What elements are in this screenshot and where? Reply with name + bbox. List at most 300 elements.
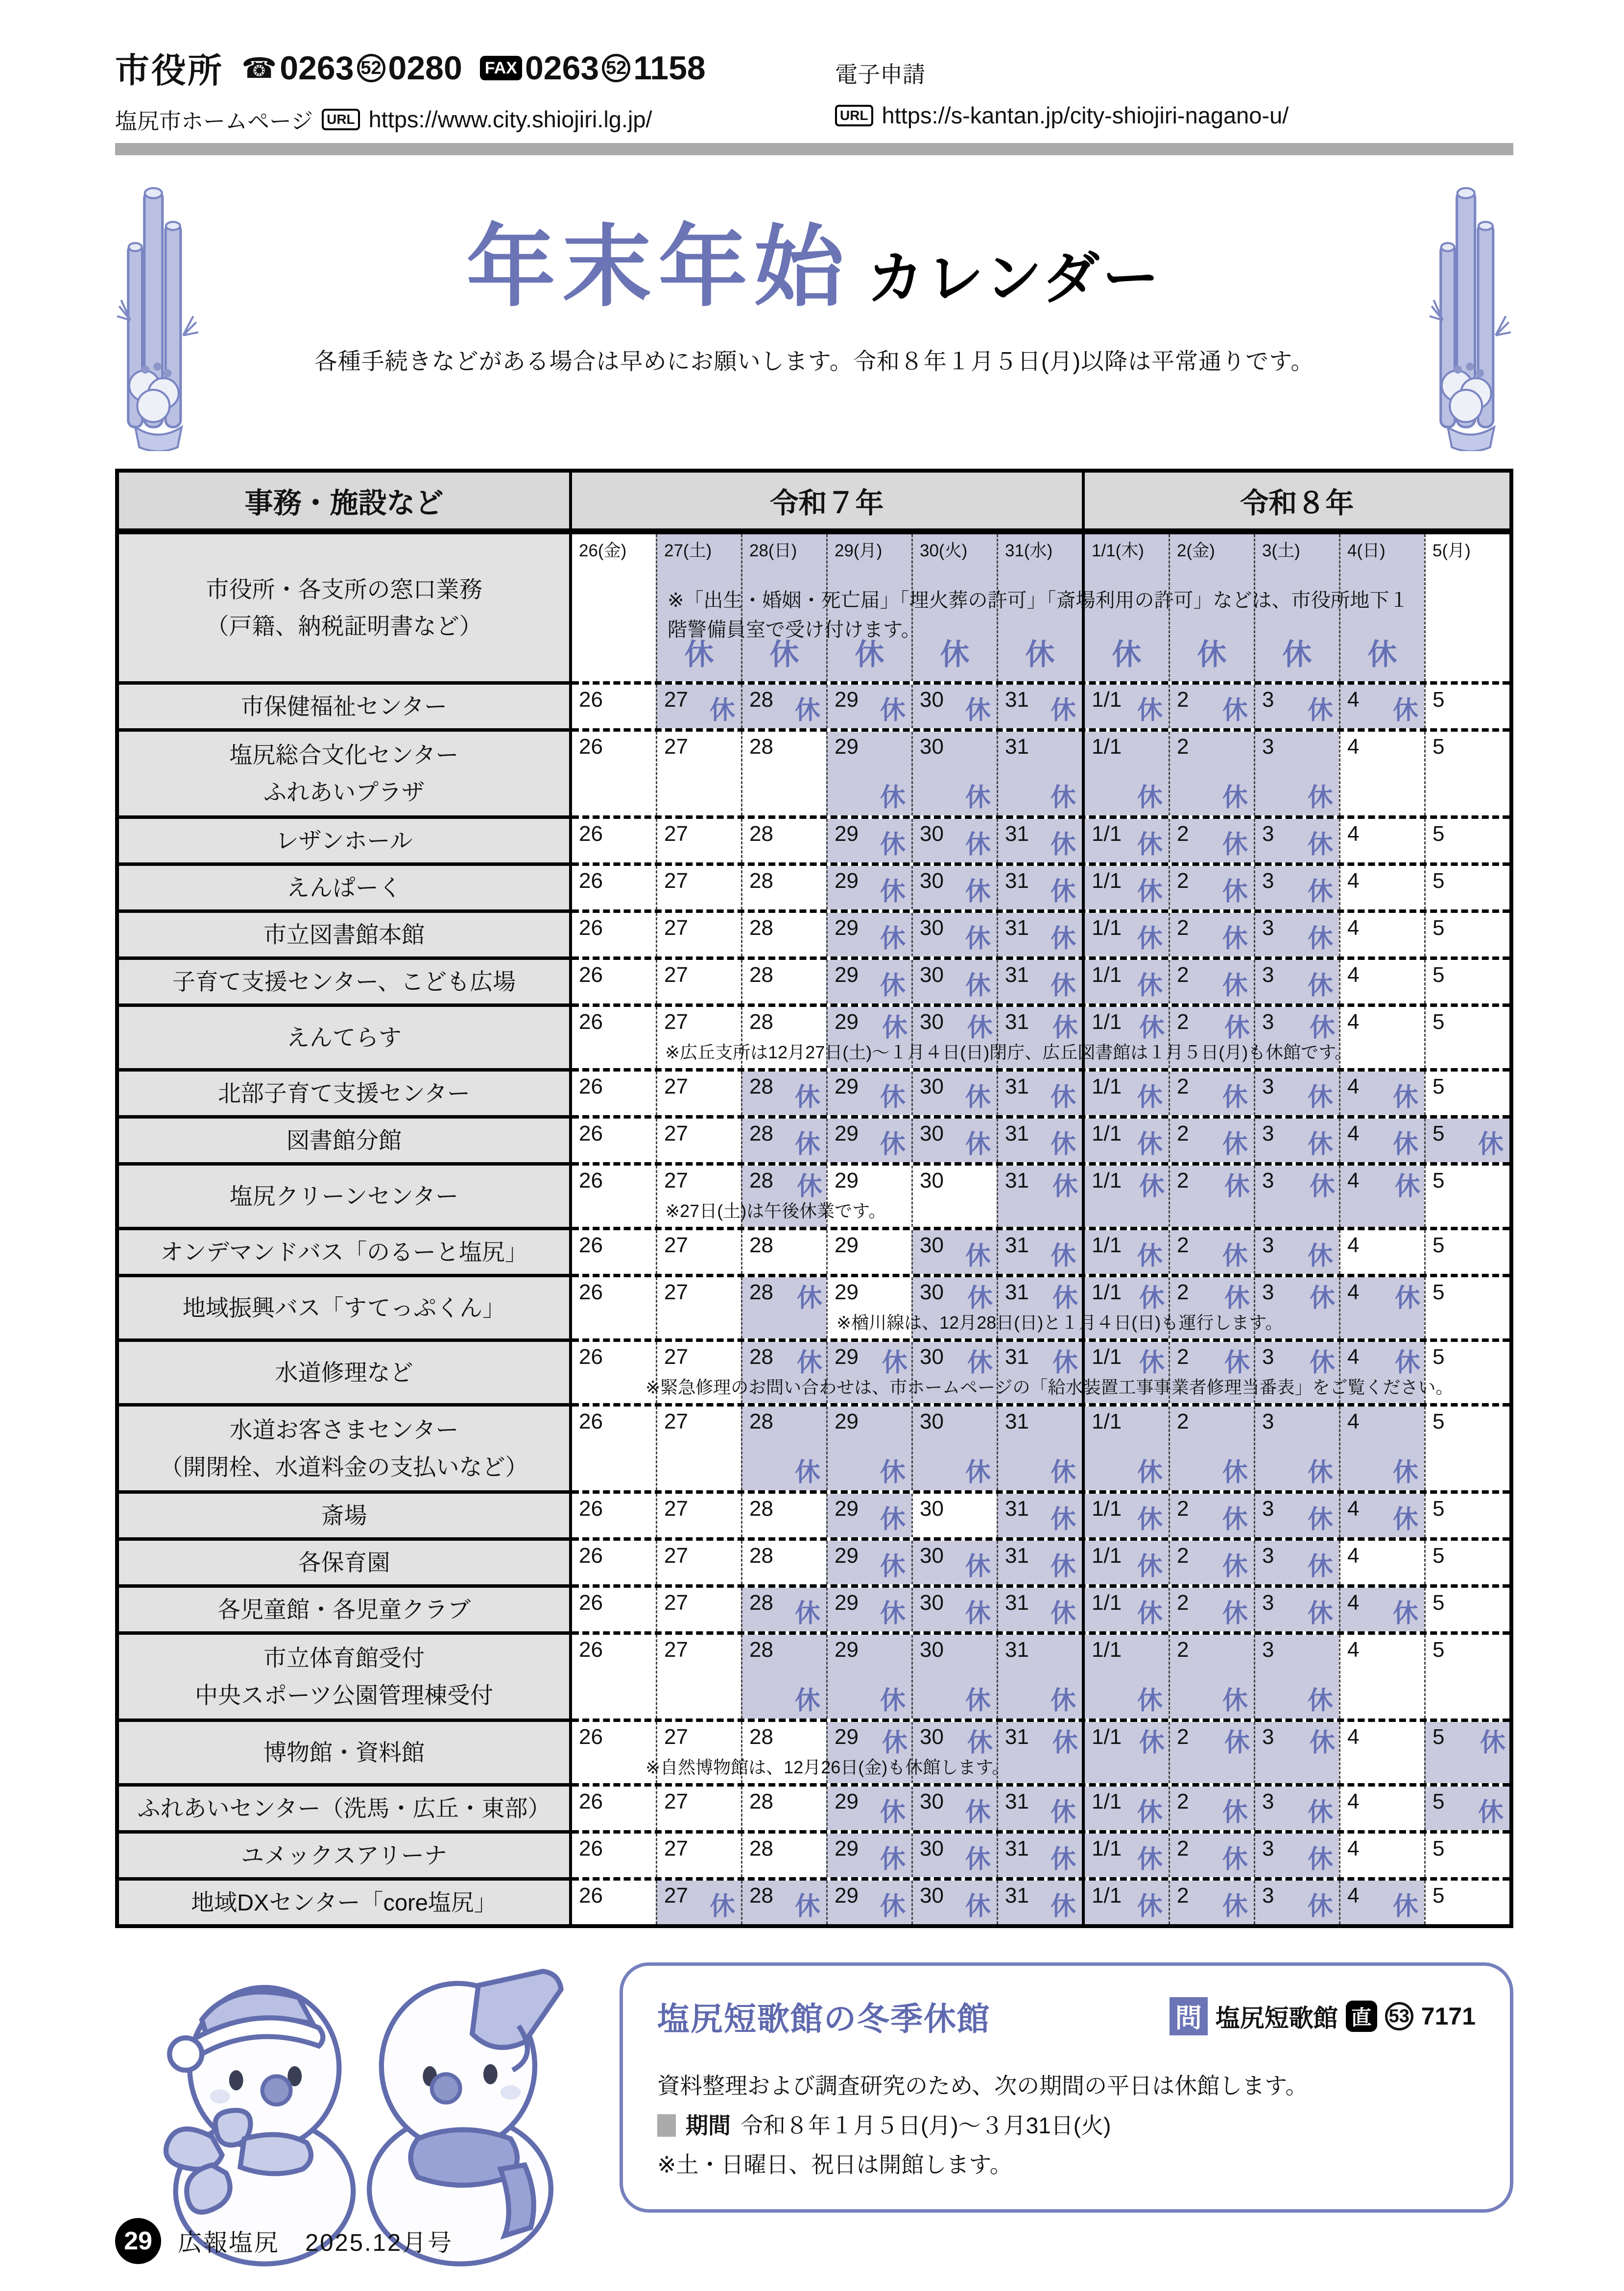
closed-mark: 休 (880, 1798, 906, 1827)
closed-mark: 休 (965, 1687, 991, 1715)
date-cell (826, 1494, 911, 1537)
date-cell (1424, 1834, 1509, 1877)
date-cell (997, 1407, 1082, 1490)
table-row (119, 1537, 1509, 1584)
date-label: 28 (749, 1010, 773, 1034)
date-label: 29 (835, 869, 859, 893)
date-cell (741, 1230, 826, 1274)
date-label: 5 (1433, 1544, 1445, 1568)
closed-mark: 休 (1392, 1458, 1418, 1487)
date-label: 26 (579, 1837, 603, 1861)
table-row (119, 534, 1509, 681)
date-cell (1082, 1881, 1169, 1924)
phone-number: ☎ 0263 52 0280 (241, 49, 462, 87)
closed-mark: 休 (880, 972, 906, 1000)
closed-mark: 休 (1050, 878, 1076, 906)
closed-mark: 休 (965, 1458, 991, 1487)
closed-mark: 休 (1050, 1552, 1076, 1581)
date-label: 27 (664, 1725, 688, 1749)
closed-mark: 休 (794, 1687, 820, 1715)
date-label: 4 (1347, 1074, 1360, 1098)
closed-mark: 休 (1137, 784, 1163, 812)
date-label: 31(水) (1005, 541, 1053, 560)
date-label: 3 (1262, 1074, 1274, 1098)
facility-name: 塩尻総合文化センター ふれあいプラザ (119, 728, 572, 815)
date-cell (1424, 1541, 1509, 1584)
table-row (119, 1584, 1509, 1631)
closed-mark: 休 (1139, 1349, 1165, 1377)
date-cell (1082, 1072, 1169, 1115)
date-label: 27 (664, 1280, 688, 1304)
date-label: 26 (579, 1122, 603, 1146)
date-label: 5 (1433, 1409, 1445, 1433)
date-cell (997, 1834, 1082, 1877)
date-cell (826, 1541, 911, 1584)
date-cell (1254, 913, 1339, 956)
title-lead: 各種手続きなどがある場合は早めにお願いします。令和８年１月５日(月)以降は平常通りです。 (314, 348, 1314, 374)
date-label: 1/1 (1092, 963, 1122, 987)
closed-mark: 休 (1222, 1892, 1248, 1921)
closed-mark: 休 (965, 1552, 991, 1581)
date-cell (911, 819, 997, 862)
date-label: 28 (749, 1280, 773, 1304)
date-label: 5 (1433, 735, 1445, 759)
date-label: 26 (579, 1497, 603, 1521)
date-label: 27 (664, 1790, 688, 1814)
table-row (119, 1403, 1509, 1490)
closed-mark: 休 (1307, 1798, 1333, 1827)
closed-mark: 休 (1307, 784, 1333, 812)
date-cell (997, 913, 1082, 956)
col-header-facility: 事務・施設など (119, 473, 572, 528)
date-label: 31 (1005, 735, 1029, 759)
closed-mark: 休 (1050, 1458, 1076, 1487)
date-label: 3 (1262, 1497, 1274, 1521)
facility-name: 博物館・資料館 (119, 1718, 572, 1783)
closed-mark: 休 (1222, 1552, 1248, 1581)
date-label: 30(火) (920, 541, 968, 560)
date-cell (741, 1119, 826, 1162)
date-cell (1339, 913, 1424, 956)
date-cell (997, 866, 1082, 909)
date-cell (911, 1787, 997, 1830)
date-label: 30 (920, 1790, 944, 1814)
fax-number: FAX 0263 52 1158 (480, 49, 706, 87)
closed-mark: 休 (1307, 1505, 1333, 1534)
date-cell (656, 1787, 741, 1830)
date-label: 4 (1347, 1497, 1360, 1521)
date-cell (826, 819, 911, 862)
date-label: 31 (1005, 1345, 1029, 1369)
closed-mark: 休 (965, 831, 991, 859)
date-label: 1/1 (1092, 869, 1122, 893)
closed-mark: 休 (965, 925, 991, 953)
date-cell (1082, 819, 1169, 862)
date-cell (741, 1588, 826, 1631)
closed-mark: 休 (1050, 696, 1076, 725)
inquiry-icon: 問 (1170, 1997, 1208, 2035)
date-cell (1082, 1541, 1169, 1584)
date-label: 5 (1433, 1169, 1445, 1193)
date-label: 4(日) (1347, 541, 1385, 560)
date-label: 28 (749, 1591, 773, 1615)
closed-mark: 休 (1222, 1083, 1248, 1112)
date-cell (1254, 1407, 1339, 1490)
date-label: 30 (920, 1884, 944, 1908)
date-label: 30 (920, 1409, 944, 1433)
date-label: 1/1 (1092, 1169, 1122, 1193)
date-cell (656, 1834, 741, 1877)
closed-mark: 休 (882, 1349, 908, 1377)
date-cell (1254, 1635, 1339, 1718)
date-label: 2(金) (1177, 541, 1215, 560)
date-label: 29 (835, 1074, 859, 1098)
closed-mark: 休 (1050, 925, 1076, 953)
date-cell (572, 1722, 656, 1783)
date-cell (911, 960, 997, 1003)
period-label: 期間 (686, 2112, 731, 2138)
closed-mark: 休 (1050, 831, 1076, 859)
closed-mark: 休 (794, 1083, 820, 1112)
date-cell (1339, 1881, 1424, 1924)
date-label: 28 (749, 1544, 773, 1568)
date-cell (1169, 1230, 1254, 1274)
table-row (119, 681, 1509, 728)
date-cell (1339, 819, 1424, 862)
homepage-url[interactable]: https://www.city.shiojiri.lg.jp/ (368, 106, 652, 132)
e-apply-url[interactable]: https://s-kantan.jp/city-shiojiri-nagano-u/ (882, 102, 1289, 128)
table-row (119, 1274, 1509, 1338)
closed-mark: 休 (965, 878, 991, 906)
closed-mark: 休 (1392, 1505, 1418, 1534)
closed-mark: 休 (1137, 1798, 1163, 1827)
homepage-label: 塩尻市ホームページ (115, 109, 313, 134)
row-note: ※自然博物館は、12月26日(金)も休館します。 (645, 1757, 1010, 1777)
date-cell (826, 1834, 911, 1877)
closed-mark: 休 (1478, 1798, 1504, 1827)
closed-mark: 休 (1222, 972, 1248, 1000)
closed-mark: 休 (880, 1892, 906, 1921)
closed-mark: 休 (1307, 1083, 1333, 1112)
closed-mark: 休 (1052, 1014, 1078, 1042)
date-cell (1082, 1230, 1169, 1274)
date-label: 2 (1177, 1591, 1189, 1615)
date-label: 28 (749, 1837, 773, 1861)
date-cell (741, 866, 826, 909)
date-label: 5 (1433, 869, 1445, 893)
date-cell (656, 1230, 741, 1274)
date-cell (1169, 913, 1254, 956)
office-label: 市役所 (115, 51, 224, 90)
date-cell (826, 1881, 911, 1924)
date-cell (826, 1119, 911, 1162)
date-label: 1/1 (1092, 1010, 1122, 1034)
date-cell (741, 913, 826, 956)
date-label: 28 (749, 1409, 773, 1433)
date-label: 3 (1262, 1725, 1274, 1749)
date-label: 26(金) (579, 541, 627, 560)
date-label: 3 (1262, 1544, 1274, 1568)
date-cell (997, 819, 1082, 862)
facility-name: 水道お客さまセンター （開閉栓、水道料金の支払いなど） (119, 1403, 572, 1490)
closed-mark: 休 (1222, 784, 1248, 812)
date-label: 2 (1177, 1122, 1189, 1146)
circled-exchange: 52 (602, 54, 630, 82)
date-label: 2 (1177, 1345, 1189, 1369)
closed-mark: 休 (1392, 696, 1418, 725)
date-label: 1/1 (1092, 1233, 1122, 1257)
date-cell (656, 960, 741, 1003)
date-label: 31 (1005, 1638, 1029, 1662)
date-cell (572, 819, 656, 862)
date-label: 31 (1005, 1725, 1029, 1749)
closed-mark: 休 (1197, 638, 1227, 671)
date-cell (1169, 1119, 1254, 1162)
closed-mark: 休 (880, 831, 906, 859)
date-label: 2 (1177, 1233, 1189, 1257)
circled-exchange: 53 (1385, 2002, 1413, 2030)
date-cell (1339, 1407, 1424, 1490)
date-label: 30 (920, 1497, 944, 1521)
date-cell (1424, 1119, 1509, 1162)
closed-mark: 休 (1222, 1505, 1248, 1534)
closed-mark: 休 (1307, 1599, 1333, 1628)
closed-mark: 休 (1307, 696, 1333, 725)
date-cell (1424, 960, 1509, 1003)
closed-mark: 休 (1052, 1729, 1078, 1757)
date-label: 30 (920, 1591, 944, 1615)
date-label: 31 (1005, 1884, 1029, 1908)
date-cell (656, 1407, 741, 1490)
closed-mark: 休 (1052, 1349, 1078, 1377)
closed-mark: 休 (1137, 1599, 1163, 1628)
date-label: 2 (1177, 1169, 1189, 1193)
date-label: 27 (664, 735, 688, 759)
date-label: 26 (579, 1074, 603, 1098)
closed-mark: 休 (880, 1845, 906, 1874)
date-cell (1254, 1230, 1339, 1274)
date-cell (1254, 1494, 1339, 1537)
fax-icon: FAX (480, 56, 522, 80)
closed-mark: 休 (1137, 1242, 1163, 1270)
closed-mark: 休 (1137, 972, 1163, 1000)
closed-mark: 休 (709, 696, 735, 725)
date-label: 5 (1433, 1010, 1445, 1034)
date-cell (1339, 1541, 1424, 1584)
date-label: 27 (664, 1497, 688, 1521)
date-cell (997, 1072, 1082, 1115)
date-label: 29 (835, 735, 859, 759)
closed-mark: 休 (1480, 1729, 1505, 1757)
url-icon: URL (322, 109, 360, 130)
notice-title: 塩尻短歌館の冬季休館 (657, 2001, 990, 2037)
date-label: 26 (579, 1884, 603, 1908)
facility-name: 水道修理など (119, 1338, 572, 1403)
date-cell (1339, 1230, 1424, 1274)
closed-mark: 休 (1394, 1284, 1420, 1313)
date-cell (997, 1588, 1082, 1631)
issue-label: 2025.12月号 (305, 2230, 454, 2256)
closed-mark: 休 (1307, 1687, 1333, 1715)
date-label: 29 (835, 1837, 859, 1861)
closed-mark: 休 (1222, 1845, 1248, 1874)
date-cell (656, 913, 741, 956)
date-cell (1339, 866, 1424, 909)
notice-note: ※土・日曜日、祝日は開館します。 (657, 2152, 1012, 2177)
url-icon: URL (835, 105, 873, 126)
date-label: 29 (835, 1544, 859, 1568)
table-row (119, 909, 1509, 956)
date-cell (1169, 1541, 1254, 1584)
date-label: 31 (1005, 1837, 1029, 1861)
date-cell (572, 1166, 656, 1227)
date-cell (572, 1834, 656, 1877)
page-footer (115, 2218, 453, 2264)
facility-name: 市役所・各支所の窓口業務 （戸籍、納税証明書など） (119, 534, 572, 681)
date-label: 2 (1177, 1544, 1189, 1568)
closed-mark: 休 (794, 1892, 820, 1921)
date-label: 27 (664, 1074, 688, 1098)
closed-mark: 休 (965, 972, 991, 1000)
facility-name: レザンホール (119, 815, 572, 862)
closed-mark: 休 (1137, 1892, 1163, 1921)
date-cell (741, 1635, 826, 1718)
date-label: 26 (579, 963, 603, 987)
date-cell (572, 1787, 656, 1830)
date-label: 3 (1262, 1169, 1274, 1193)
facility-name: 図書館分館 (119, 1115, 572, 1162)
date-cell (741, 960, 826, 1003)
date-cell (1424, 1072, 1509, 1115)
date-label: 27 (664, 963, 688, 987)
closed-mark: 休 (965, 1242, 991, 1270)
date-label: 26 (579, 1345, 603, 1369)
date-label: 30 (920, 1725, 944, 1749)
date-cell (1254, 1541, 1339, 1584)
date-cell (572, 1881, 656, 1924)
date-label: 28 (749, 1790, 773, 1814)
date-cell (826, 1230, 911, 1274)
date-label: 4 (1347, 1409, 1360, 1433)
date-cell (1339, 1072, 1424, 1115)
date-label: 2 (1177, 963, 1189, 987)
date-label: 5 (1433, 1497, 1445, 1521)
date-label: 28 (749, 916, 773, 940)
closed-mark: 休 (965, 1892, 991, 1921)
col-header-year7: 令和７年 (572, 473, 1085, 528)
table-row (119, 1068, 1509, 1115)
date-label: 4 (1347, 688, 1360, 712)
date-label: 26 (579, 869, 603, 893)
date-label: 1/1 (1092, 1074, 1122, 1098)
closed-mark: 休 (940, 638, 970, 671)
date-label: 30 (920, 1122, 944, 1146)
date-label: 4 (1347, 1790, 1360, 1814)
closed-mark: 休 (794, 1458, 820, 1487)
divider-bar (115, 143, 1513, 155)
date-cell (1169, 1787, 1254, 1830)
table-row (119, 1162, 1509, 1227)
date-cell (911, 1230, 997, 1274)
date-label: 27 (664, 1010, 688, 1034)
date-cell (1254, 732, 1339, 815)
title-section (115, 169, 1513, 458)
closed-mark: 休 (1222, 1458, 1248, 1487)
date-label: 1/1 (1092, 688, 1122, 712)
closed-mark: 休 (880, 1130, 906, 1159)
closed-mark: 休 (1478, 1130, 1504, 1159)
table-row (119, 1877, 1509, 1924)
date-label: 29 (835, 1884, 859, 1908)
date-cell (1082, 1834, 1169, 1877)
closed-mark: 休 (1137, 696, 1163, 725)
date-label: 5 (1433, 1280, 1445, 1304)
date-label: 4 (1347, 916, 1360, 940)
date-label: 1/1 (1092, 822, 1122, 846)
date-label: 3 (1262, 1837, 1274, 1861)
table-row (119, 815, 1509, 862)
date-cell (1169, 1588, 1254, 1631)
date-cell (656, 1119, 741, 1162)
closed-mark: 休 (965, 1083, 991, 1112)
date-label: 27 (664, 1591, 688, 1615)
date-label: 5 (1433, 1074, 1445, 1098)
date-label: 31 (1005, 688, 1029, 712)
closed-mark: 休 (965, 1798, 991, 1827)
page-title-sub: カレンダー (867, 246, 1162, 310)
date-label: 2 (1177, 735, 1189, 759)
date-label: 4 (1347, 1233, 1360, 1257)
date-label: 30 (920, 735, 944, 759)
date-cell (1424, 1588, 1509, 1631)
date-label: 5 (1433, 1122, 1445, 1146)
date-label: 1/1 (1092, 1790, 1122, 1814)
closed-mark: 休 (1224, 1014, 1250, 1042)
facility-name: 市立図書館本館 (119, 909, 572, 956)
date-cell (1339, 960, 1424, 1003)
date-label: 31 (1005, 1409, 1029, 1433)
closed-mark: 休 (1052, 1284, 1078, 1313)
date-label: 4 (1347, 1544, 1360, 1568)
date-label: 29 (835, 916, 859, 940)
date-cell (1082, 1494, 1169, 1537)
date-cell (997, 1494, 1082, 1537)
date-cell (997, 1635, 1082, 1718)
date-label: 3 (1262, 1122, 1274, 1146)
date-label: 29 (835, 1638, 859, 1662)
date-cell (1339, 1635, 1424, 1718)
date-label: 3 (1262, 1280, 1274, 1304)
date-label: 3 (1262, 1345, 1274, 1369)
closed-mark: 休 (880, 1552, 906, 1581)
closed-mark: 休 (880, 1505, 906, 1534)
date-label: 27 (664, 1544, 688, 1568)
closed-mark: 休 (965, 784, 991, 812)
date-cell (741, 1881, 826, 1924)
date-label: 4 (1347, 1725, 1360, 1749)
date-label: 1/1 (1092, 1409, 1122, 1433)
date-label: 1/1(木) (1092, 541, 1144, 560)
date-label: 26 (579, 688, 603, 712)
date-label: 28 (749, 688, 773, 712)
date-cell (1169, 1881, 1254, 1924)
date-cell (1254, 1834, 1339, 1877)
date-label: 1/1 (1092, 1884, 1122, 1908)
date-cell (826, 732, 911, 815)
date-cell (1169, 1072, 1254, 1115)
date-cell (997, 1787, 1082, 1830)
date-cell (656, 1072, 741, 1115)
